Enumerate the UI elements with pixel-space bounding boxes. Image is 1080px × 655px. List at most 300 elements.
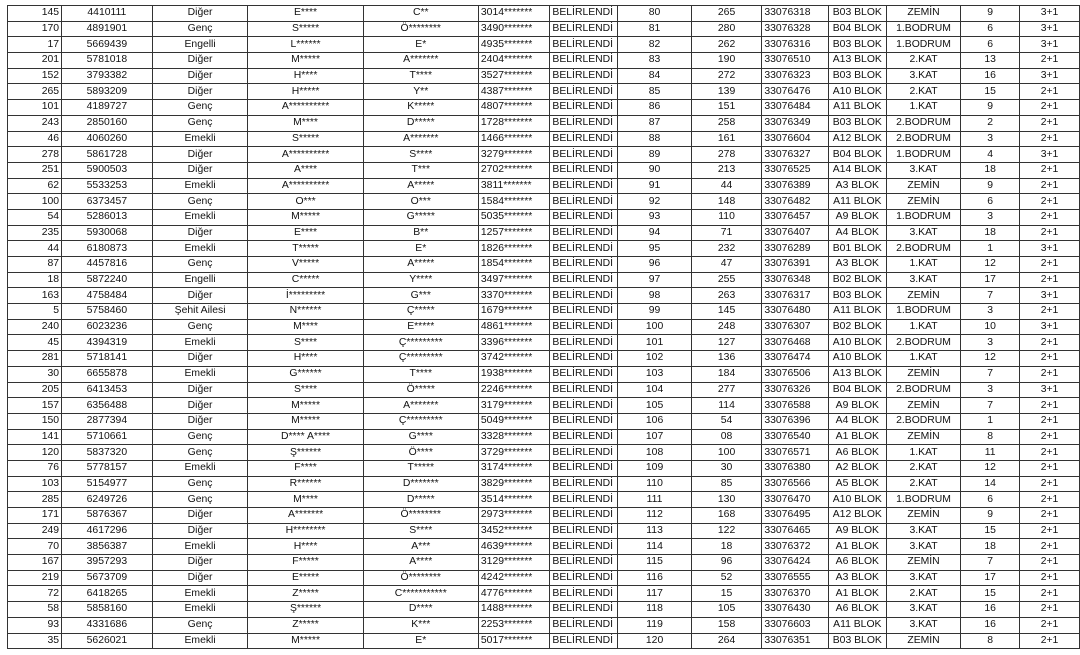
cell-name: M***** — [248, 209, 363, 225]
cell-no: 201 — [8, 53, 62, 69]
cell-block: A4 BLOK — [828, 225, 886, 241]
cell-room-type: 2+1 — [1020, 508, 1080, 524]
cell-application-no: 2877394 — [62, 413, 153, 429]
cell-category: Diğer — [152, 84, 248, 100]
cell-no: 285 — [8, 492, 62, 508]
cell-unit-no: 110 — [691, 209, 762, 225]
cell-block: A14 BLOK — [828, 162, 886, 178]
cell-status: BELİRLENDİ — [550, 555, 618, 571]
cell-room-type: 3+1 — [1020, 68, 1080, 84]
cell-no: 240 — [8, 319, 62, 335]
cell-floor: ZEMİN — [886, 178, 961, 194]
cell-room-type: 2+1 — [1020, 194, 1080, 210]
cell-room-type: 3+1 — [1020, 241, 1080, 257]
cell-id-number: 3328******* — [478, 429, 550, 445]
cell-reference: 33076391 — [762, 257, 829, 273]
cell-block: B04 BLOK — [828, 382, 886, 398]
cell-floor: 3.KAT — [886, 539, 961, 555]
cell-order: 116 — [618, 570, 691, 586]
cell-surname: B** — [363, 225, 478, 241]
cell-floor: ZEMİN — [886, 6, 961, 22]
cell-id-number: 4387******* — [478, 84, 550, 100]
cell-status: BELİRLENDİ — [550, 100, 618, 116]
cell-reference: 33076571 — [762, 445, 829, 461]
cell-door: 6 — [961, 21, 1020, 37]
cell-order: 85 — [618, 84, 691, 100]
cell-id-number: 3014******* — [478, 6, 550, 22]
cell-application-no: 5669439 — [62, 37, 153, 53]
cell-order: 97 — [618, 272, 691, 288]
cell-reference: 33076307 — [762, 319, 829, 335]
cell-surname: T***** — [363, 460, 478, 476]
cell-unit-no: 47 — [691, 257, 762, 273]
cell-room-type: 2+1 — [1020, 586, 1080, 602]
cell-floor: 2.KAT — [886, 84, 961, 100]
cell-status: BELİRLENDİ — [550, 570, 618, 586]
cell-block: B04 BLOK — [828, 147, 886, 163]
cell-id-number: 1728******* — [478, 115, 550, 131]
cell-room-type: 2+1 — [1020, 555, 1080, 571]
cell-status: BELİRLENDİ — [550, 586, 618, 602]
cell-reference: 33076510 — [762, 53, 829, 69]
cell-door: 7 — [961, 398, 1020, 414]
cell-surname: O*** — [363, 194, 478, 210]
cell-surname: G**** — [363, 429, 478, 445]
cell-no: 251 — [8, 162, 62, 178]
cell-door: 3 — [961, 131, 1020, 147]
cell-room-type: 2+1 — [1020, 257, 1080, 273]
cell-block: A13 BLOK — [828, 53, 886, 69]
cell-no: 157 — [8, 398, 62, 414]
cell-status: BELİRLENDİ — [550, 508, 618, 524]
table-row — [8, 178, 1080, 194]
cell-order: 105 — [618, 398, 691, 414]
cell-order: 100 — [618, 319, 691, 335]
cell-reference: 33076588 — [762, 398, 829, 414]
cell-block: A1 BLOK — [828, 539, 886, 555]
cell-room-type: 3+1 — [1020, 37, 1080, 53]
cell-name: M***** — [248, 413, 363, 429]
cell-name: D**** A**** — [248, 429, 363, 445]
cell-unit-no: 139 — [691, 84, 762, 100]
cell-category: Genç — [152, 115, 248, 131]
cell-surname: E***** — [363, 319, 478, 335]
cell-no: 205 — [8, 382, 62, 398]
cell-id-number: 4935******* — [478, 37, 550, 53]
cell-reference: 33076495 — [762, 508, 829, 524]
table-row — [8, 257, 1080, 273]
cell-category: Emekli — [152, 335, 248, 351]
cell-reference: 33076470 — [762, 492, 829, 508]
cell-name: M**** — [248, 492, 363, 508]
cell-no: 278 — [8, 147, 62, 163]
cell-name: C***** — [248, 272, 363, 288]
cell-door: 15 — [961, 586, 1020, 602]
cell-order: 104 — [618, 382, 691, 398]
cell-room-type: 2+1 — [1020, 523, 1080, 539]
cell-name: A******* — [248, 508, 363, 524]
cell-room-type: 2+1 — [1020, 539, 1080, 555]
cell-category: Diğer — [152, 288, 248, 304]
cell-surname: K***** — [363, 100, 478, 116]
cell-id-number: 1257******* — [478, 225, 550, 241]
cell-application-no: 5930068 — [62, 225, 153, 241]
cell-surname: D***** — [363, 115, 478, 131]
cell-unit-no: 54 — [691, 413, 762, 429]
cell-floor: 2.BODRUM — [886, 413, 961, 429]
cell-floor: 3.KAT — [886, 225, 961, 241]
cell-unit-no: 44 — [691, 178, 762, 194]
cell-id-number: 1826******* — [478, 241, 550, 257]
cell-no: 46 — [8, 131, 62, 147]
cell-block: B02 BLOK — [828, 272, 886, 288]
cell-room-type: 3+1 — [1020, 21, 1080, 37]
cell-block: A4 BLOK — [828, 413, 886, 429]
cell-unit-no: 158 — [691, 617, 762, 633]
cell-block: A6 BLOK — [828, 602, 886, 618]
cell-floor: ZEMİN — [886, 398, 961, 414]
cell-room-type: 2+1 — [1020, 84, 1080, 100]
cell-no: 30 — [8, 366, 62, 382]
cell-floor: 2.KAT — [886, 476, 961, 492]
cell-order: 102 — [618, 351, 691, 367]
cell-unit-no: 122 — [691, 523, 762, 539]
cell-status: BELİRLENDİ — [550, 53, 618, 69]
cell-room-type: 2+1 — [1020, 162, 1080, 178]
cell-no: 100 — [8, 194, 62, 210]
cell-floor: 2.KAT — [886, 460, 961, 476]
cell-surname: Ç***** — [363, 304, 478, 320]
cell-surname: A***** — [363, 257, 478, 273]
cell-block: A10 BLOK — [828, 351, 886, 367]
cell-reference: 33076327 — [762, 147, 829, 163]
cell-category: Diğer — [152, 6, 248, 22]
cell-no: 243 — [8, 115, 62, 131]
cell-reference: 33076468 — [762, 335, 829, 351]
cell-room-type: 3+1 — [1020, 288, 1080, 304]
cell-block: B03 BLOK — [828, 288, 886, 304]
cell-surname: Ç********* — [363, 413, 478, 429]
cell-unit-no: 114 — [691, 398, 762, 414]
cell-floor: 3.KAT — [886, 570, 961, 586]
cell-unit-no: 184 — [691, 366, 762, 382]
cell-category: Genç — [152, 617, 248, 633]
cell-reference: 33076396 — [762, 413, 829, 429]
cell-floor: ZEMİN — [886, 508, 961, 524]
cell-order: 111 — [618, 492, 691, 508]
cell-door: 18 — [961, 225, 1020, 241]
cell-surname: A******* — [363, 53, 478, 69]
cell-status: BELİRLENDİ — [550, 335, 618, 351]
cell-floor: 1.BODRUM — [886, 304, 961, 320]
cell-order: 87 — [618, 115, 691, 131]
cell-surname: A******* — [363, 131, 478, 147]
cell-room-type: 2+1 — [1020, 53, 1080, 69]
cell-order: 82 — [618, 37, 691, 53]
cell-name: T***** — [248, 241, 363, 257]
cell-id-number: 5049******* — [478, 413, 550, 429]
cell-floor: 1.KAT — [886, 445, 961, 461]
cell-unit-no: 105 — [691, 602, 762, 618]
cell-status: BELİRLENDİ — [550, 602, 618, 618]
cell-name: A********** — [248, 100, 363, 116]
cell-category: Engelli — [152, 37, 248, 53]
cell-surname: C** — [363, 6, 478, 22]
table-row — [8, 131, 1080, 147]
cell-door: 6 — [961, 37, 1020, 53]
cell-name: M***** — [248, 53, 363, 69]
cell-room-type: 2+1 — [1020, 492, 1080, 508]
cell-room-type: 2+1 — [1020, 115, 1080, 131]
cell-category: Diğer — [152, 162, 248, 178]
cell-application-no: 4617296 — [62, 523, 153, 539]
cell-door: 16 — [961, 602, 1020, 618]
cell-no: 76 — [8, 460, 62, 476]
cell-application-no: 5718141 — [62, 351, 153, 367]
cell-block: A10 BLOK — [828, 335, 886, 351]
cell-floor: 2.BODRUM — [886, 335, 961, 351]
cell-floor: 2.BODRUM — [886, 115, 961, 131]
cell-block: A11 BLOK — [828, 304, 886, 320]
cell-name: Z***** — [248, 586, 363, 602]
cell-unit-no: 265 — [691, 6, 762, 22]
table-row — [8, 555, 1080, 571]
cell-application-no: 5758460 — [62, 304, 153, 320]
cell-room-type: 2+1 — [1020, 272, 1080, 288]
cell-unit-no: 278 — [691, 147, 762, 163]
table-row — [8, 209, 1080, 225]
cell-door: 14 — [961, 476, 1020, 492]
cell-id-number: 1854******* — [478, 257, 550, 273]
cell-category: Genç — [152, 194, 248, 210]
cell-door: 12 — [961, 351, 1020, 367]
cell-id-number: 2702******* — [478, 162, 550, 178]
cell-door: 7 — [961, 555, 1020, 571]
cell-order: 108 — [618, 445, 691, 461]
cell-order: 92 — [618, 194, 691, 210]
table-row — [8, 429, 1080, 445]
cell-category: Diğer — [152, 225, 248, 241]
cell-status: BELİRLENDİ — [550, 209, 618, 225]
cell-name: E***** — [248, 570, 363, 586]
cell-block: B03 BLOK — [828, 37, 886, 53]
cell-unit-no: 136 — [691, 351, 762, 367]
cell-id-number: 5017******* — [478, 633, 550, 649]
cell-application-no: 6373457 — [62, 194, 153, 210]
cell-status: BELİRLENDİ — [550, 131, 618, 147]
table-row — [8, 272, 1080, 288]
cell-room-type: 2+1 — [1020, 225, 1080, 241]
cell-door: 9 — [961, 100, 1020, 116]
cell-id-number: 3527******* — [478, 68, 550, 84]
cell-room-type: 2+1 — [1020, 460, 1080, 476]
cell-name: H**** — [248, 68, 363, 84]
cell-id-number: 1584******* — [478, 194, 550, 210]
cell-door: 17 — [961, 570, 1020, 586]
cell-unit-no: 96 — [691, 555, 762, 571]
cell-status: BELİRLENDİ — [550, 288, 618, 304]
cell-block: B03 BLOK — [828, 68, 886, 84]
cell-order: 120 — [618, 633, 691, 649]
cell-id-number: 3514******* — [478, 492, 550, 508]
cell-category: Şehit Ailesi — [152, 304, 248, 320]
cell-application-no: 5710661 — [62, 429, 153, 445]
cell-surname: E* — [363, 241, 478, 257]
cell-status: BELİRLENDİ — [550, 194, 618, 210]
cell-reference: 33076482 — [762, 194, 829, 210]
table-row — [8, 21, 1080, 37]
cell-order: 114 — [618, 539, 691, 555]
cell-floor: 1.KAT — [886, 351, 961, 367]
cell-unit-no: 52 — [691, 570, 762, 586]
cell-name: F**** — [248, 460, 363, 476]
cell-unit-no: 100 — [691, 445, 762, 461]
cell-application-no: 4457816 — [62, 257, 153, 273]
cell-surname: D******* — [363, 476, 478, 492]
cell-unit-no: 18 — [691, 539, 762, 555]
cell-no: 167 — [8, 555, 62, 571]
cell-door: 18 — [961, 539, 1020, 555]
cell-floor: 2.BODRUM — [886, 241, 961, 257]
cell-unit-no: 168 — [691, 508, 762, 524]
cell-door: 7 — [961, 288, 1020, 304]
cell-reference: 33076372 — [762, 539, 829, 555]
cell-id-number: 3396******* — [478, 335, 550, 351]
cell-surname: Ç********* — [363, 351, 478, 367]
cell-reference: 33076555 — [762, 570, 829, 586]
cell-category: Genç — [152, 100, 248, 116]
cell-name: M***** — [248, 633, 363, 649]
cell-room-type: 2+1 — [1020, 476, 1080, 492]
cell-floor: 2.KAT — [886, 53, 961, 69]
cell-name: H**** — [248, 351, 363, 367]
cell-no: 103 — [8, 476, 62, 492]
cell-surname: S**** — [363, 523, 478, 539]
cell-floor: ZEMİN — [886, 288, 961, 304]
cell-door: 16 — [961, 617, 1020, 633]
table-row — [8, 225, 1080, 241]
cell-category: Diğer — [152, 53, 248, 69]
cell-category: Diğer — [152, 523, 248, 539]
cell-unit-no: 08 — [691, 429, 762, 445]
cell-floor: 2.KAT — [886, 586, 961, 602]
cell-status: BELİRLENDİ — [550, 178, 618, 194]
cell-id-number: 1488******* — [478, 602, 550, 618]
cell-name: Z***** — [248, 617, 363, 633]
cell-status: BELİRLENDİ — [550, 147, 618, 163]
cell-reference: 33076370 — [762, 586, 829, 602]
cell-category: Diğer — [152, 351, 248, 367]
cell-surname: A*** — [363, 539, 478, 555]
cell-name: S**** — [248, 382, 363, 398]
cell-application-no: 6413453 — [62, 382, 153, 398]
cell-no: 18 — [8, 272, 62, 288]
cell-surname: K*** — [363, 617, 478, 633]
cell-surname: A**** — [363, 555, 478, 571]
cell-category: Diğer — [152, 147, 248, 163]
cell-floor: 1.BODRUM — [886, 21, 961, 37]
cell-unit-no: 262 — [691, 37, 762, 53]
cell-room-type: 2+1 — [1020, 100, 1080, 116]
cell-no: 45 — [8, 335, 62, 351]
cell-order: 115 — [618, 555, 691, 571]
cell-name: M**** — [248, 115, 363, 131]
cell-door: 9 — [961, 178, 1020, 194]
cell-no: 145 — [8, 6, 62, 22]
cell-surname: D**** — [363, 602, 478, 618]
cell-id-number: 1466******* — [478, 131, 550, 147]
cell-room-type: 2+1 — [1020, 413, 1080, 429]
cell-floor: 1.BODRUM — [886, 492, 961, 508]
cell-application-no: 5858160 — [62, 602, 153, 618]
cell-unit-no: 255 — [691, 272, 762, 288]
cell-unit-no: 130 — [691, 492, 762, 508]
cell-category: Emekli — [152, 178, 248, 194]
cell-block: A12 BLOK — [828, 508, 886, 524]
cell-surname: T*** — [363, 162, 478, 178]
cell-room-type: 2+1 — [1020, 178, 1080, 194]
cell-block: B03 BLOK — [828, 115, 886, 131]
cell-category: Emekli — [152, 241, 248, 257]
table-row — [8, 288, 1080, 304]
cell-block: A6 BLOK — [828, 555, 886, 571]
cell-reference: 33076465 — [762, 523, 829, 539]
cell-application-no: 5900503 — [62, 162, 153, 178]
table-row — [8, 508, 1080, 524]
cell-block: A9 BLOK — [828, 523, 886, 539]
cell-status: BELİRLENDİ — [550, 460, 618, 476]
cell-surname: Ö******** — [363, 21, 478, 37]
cell-application-no: 6655878 — [62, 366, 153, 382]
cell-name: S***** — [248, 131, 363, 147]
table-row — [8, 304, 1080, 320]
cell-category: Emekli — [152, 366, 248, 382]
cell-unit-no: 264 — [691, 633, 762, 649]
cell-id-number: 1938******* — [478, 366, 550, 382]
cell-application-no: 5286013 — [62, 209, 153, 225]
cell-surname: S**** — [363, 147, 478, 163]
cell-name: Ş****** — [248, 602, 363, 618]
cell-name: S***** — [248, 21, 363, 37]
cell-application-no: 5861728 — [62, 147, 153, 163]
table-row — [8, 366, 1080, 382]
table-row — [8, 147, 1080, 163]
cell-reference: 33076525 — [762, 162, 829, 178]
cell-room-type: 2+1 — [1020, 445, 1080, 461]
cell-room-type: 2+1 — [1020, 335, 1080, 351]
cell-reference: 33076289 — [762, 241, 829, 257]
cell-id-number: 3811******* — [478, 178, 550, 194]
cell-reference: 33076603 — [762, 617, 829, 633]
cell-block: A11 BLOK — [828, 100, 886, 116]
cell-category: Genç — [152, 476, 248, 492]
cell-application-no: 5778157 — [62, 460, 153, 476]
cell-name: N****** — [248, 304, 363, 320]
cell-floor: ZEMİN — [886, 555, 961, 571]
cell-no: 54 — [8, 209, 62, 225]
cell-status: BELİRLENDİ — [550, 633, 618, 649]
cell-category: Genç — [152, 492, 248, 508]
cell-order: 96 — [618, 257, 691, 273]
cell-no: 163 — [8, 288, 62, 304]
cell-name: G****** — [248, 366, 363, 382]
cell-application-no: 5626021 — [62, 633, 153, 649]
cell-category: Emekli — [152, 539, 248, 555]
cell-name: M**** — [248, 319, 363, 335]
table-row — [8, 460, 1080, 476]
cell-room-type: 2+1 — [1020, 617, 1080, 633]
cell-floor: 3.KAT — [886, 523, 961, 539]
